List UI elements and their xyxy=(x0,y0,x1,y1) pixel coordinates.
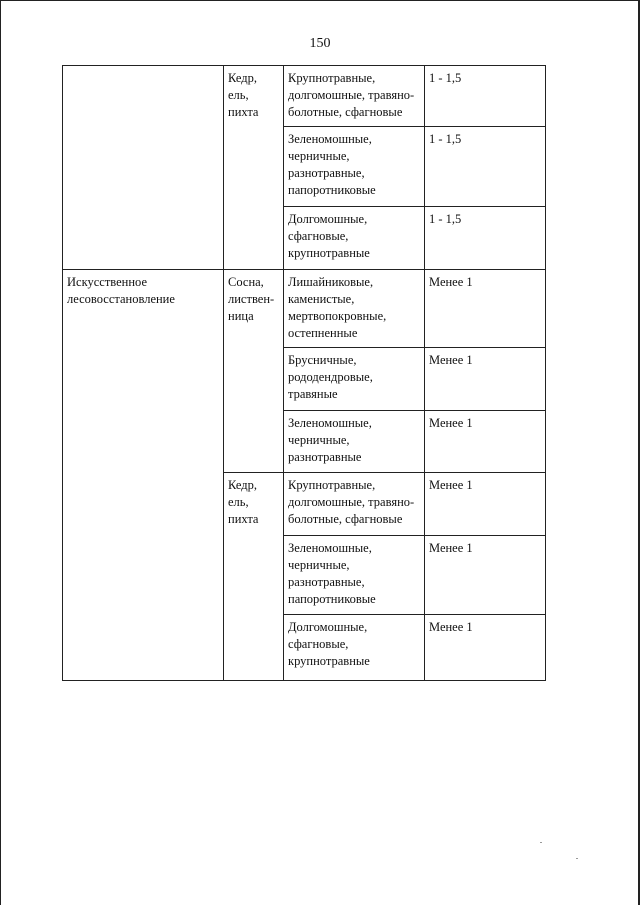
value-cell: 1 - 1,5 xyxy=(425,127,546,207)
value-cell: Менее 1 xyxy=(425,411,546,473)
forest-restoration-table xyxy=(62,65,546,681)
table-row xyxy=(63,270,546,348)
scan-speck xyxy=(540,842,542,843)
table-row xyxy=(63,66,546,127)
species-cell: Сосна, листвен- ница xyxy=(224,270,284,473)
forest-type-cell: Долгомошные, сфагновые, крупнотравные xyxy=(284,615,425,681)
page-edge-left xyxy=(0,0,1,905)
value-cell: Менее 1 xyxy=(425,348,546,411)
forest-type-cell: Зеленомошные, черничные, разнотравные, папоротниковые xyxy=(284,536,425,615)
method-cell: Искусственное лесовосстановление xyxy=(63,270,224,681)
page-edge-top xyxy=(0,0,640,1)
value-cell: 1 - 1,5 xyxy=(425,66,546,127)
value-cell: Менее 1 xyxy=(425,473,546,536)
forest-type-cell: Зеленомошные, черничные, разнотравные xyxy=(284,411,425,473)
value-cell: 1 - 1,5 xyxy=(425,207,546,270)
value-cell: Менее 1 xyxy=(425,615,546,681)
value-cell: Менее 1 xyxy=(425,536,546,615)
forest-type-cell: Брусничные, рододендровые, травяные xyxy=(284,348,425,411)
value-cell: Менее 1 xyxy=(425,270,546,348)
forest-type-cell: Лишайниковые, каменистые, мертвопокровные, остепненные xyxy=(284,270,425,348)
method-cell xyxy=(63,66,224,270)
forest-type-cell: Долгомошные, сфагновые, крупнотравные xyxy=(284,207,425,270)
scan-speck xyxy=(576,858,578,859)
forest-type-cell: Крупнотравные, долгомошные, травяно- болотные, сфагновые xyxy=(284,473,425,536)
species-cell: Кедр, ель, пихта xyxy=(224,473,284,681)
forest-type-cell: Крупнотравные, долгомошные, травяно- болотные, сфагновые xyxy=(284,66,425,127)
species-cell: Кедр, ель, пихта xyxy=(224,66,284,270)
page-number: 150 xyxy=(309,36,331,51)
forest-type-cell: Зеленомошные, черничные, разнотравные, папоротниковые xyxy=(284,127,425,207)
